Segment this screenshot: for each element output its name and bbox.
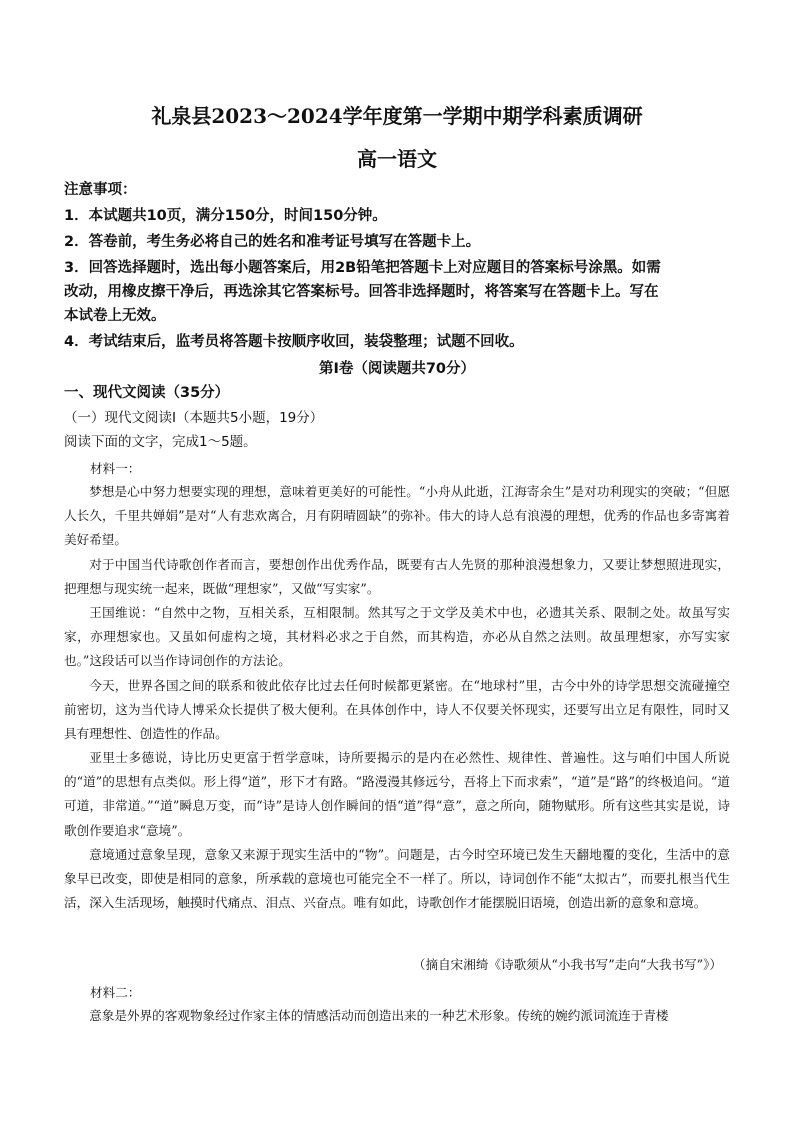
note-item: 本试卷上无效。 <box>64 308 166 324</box>
material-paragraph: 梦想是心中努力想要实现的理想，意味着更美好的可能性。“小舟从此逝，江海寄余生”是对功利现实的突破；“但愿人长久，千里共婵娟”是对“人有悲欢离合，月有阴晴圆缺”的弥补。伟大的诗人总有浪漫的理想，优秀的作品也多寄寓着美好希望。 <box>64 484 730 548</box>
instructions: 阅读下面的文字，完成1～5题。 <box>64 434 257 450</box>
material-label: 材料二： <box>90 985 141 1000</box>
note-item: 4．考试结束后，监考员将答题卡按顺序收回，装袋整理；试题不回收。 <box>64 334 524 350</box>
material-paragraph: 王国维说：“自然中之物，互相关系，互相限制。然其写之于文学及美术中也，必遗其关系、限制之处。故虽写实家，亦理想家也。又虽如何虚构之境，其材料必求之于自然，而其构造，亦必从自然之法则。故虽理想家，亦写实家也。”这段话可以当作诗词创作的方法论。 <box>64 605 730 669</box>
material-paragraph: 今天，世界各国之间的联系和彼此依存比过去任何时候都更紧密。在“地球村”里，古今中外的诗学思想交流碰撞空前密切，这为当代诗人博采众长提供了极大便利。在具体创作中，诗人不仅要关怀现实，还要写出立足有限性，同时又具有理想性、创造性的作品。 <box>64 678 730 742</box>
part-heading: 一、现代文阅读（35分） <box>64 385 230 401</box>
material-source: （摘自宋湘绮《诗歌须从“小我书写”走向“大我书写”》） <box>412 957 722 972</box>
material-paragraph: 对于中国当代诗歌创作者而言，要想创作出优秀作品，既要有古人先贤的那种浪漫想象力，又要让梦想照进现实，把理想与现实统一起来，既做“理想家”，又做“写实家”。 <box>64 557 730 597</box>
note-item: 3．回答选择题时，选出每小题答案后，用2B铅笔把答题卡上对应题目的答案标号涂黑。如需 <box>64 260 661 276</box>
volume-heading: 第Ⅰ卷（阅读题共70分） <box>318 361 476 377</box>
exam-title: 礼泉县2023～2024学年度第一学期中期学科素质调研 <box>151 104 643 128</box>
notes-heading: 注意事项： <box>64 182 137 198</box>
material-paragraph: 意境通过意象呈现，意象又来源于现实生活中的“物”。问题是，古今时空环境已发生天翻地覆的变化，生活中的意象早已改变，即使是相同的意象，所承载的意境也可能完全不一样了。所以，诗词创作不能“太拟古”，而要扎根当代生活，深入生活现场，触摸时代痛点、泪点、兴奋点。唯有如此，诗歌创作才能摆脱旧语境，创造出新的意象和意境。 <box>64 847 730 911</box>
exam-subject: 高一语文 <box>357 147 437 171</box>
material-label: 材料一： <box>90 461 141 476</box>
subpart-heading: （一）现代文阅读Ⅰ（本题共5小题，19分） <box>64 410 324 426</box>
note-item: 1．本试题共10页，满分150分，时间150分钟。 <box>64 208 387 224</box>
material-paragraph: 意象是外界的客观物象经过作家主体的情感活动而创造出来的一种艺术形象。传统的婉约派词流连于青楼 <box>89 1008 669 1023</box>
note-item: 改动，用橡皮擦干净后，再选涂其它答案标号。回答非选择题时，将答案写在答题卡上。写在 <box>64 284 659 300</box>
material-paragraph: 亚里士多德说，诗比历史更富于哲学意味，诗所要揭示的是内在必然性、规律性、普遍性。这与咱们中国人所说的“道”的思想有点类似。形上得“道”，形下才有路。“路漫漫其修远兮，吾将上下而求索”，“道”是“路”的终极追问。“道可道，非常道。”“道”瞬息万变，而“诗”是诗人创作瞬间的悟“道”得“意”，意之所向，随物赋形。所有这些其实是说，诗歌创作要追求“意境”。 <box>64 750 730 838</box>
note-item: 2．答卷前，考生务必将自己的姓名和准考证号填写在答题卡上。 <box>64 234 481 250</box>
